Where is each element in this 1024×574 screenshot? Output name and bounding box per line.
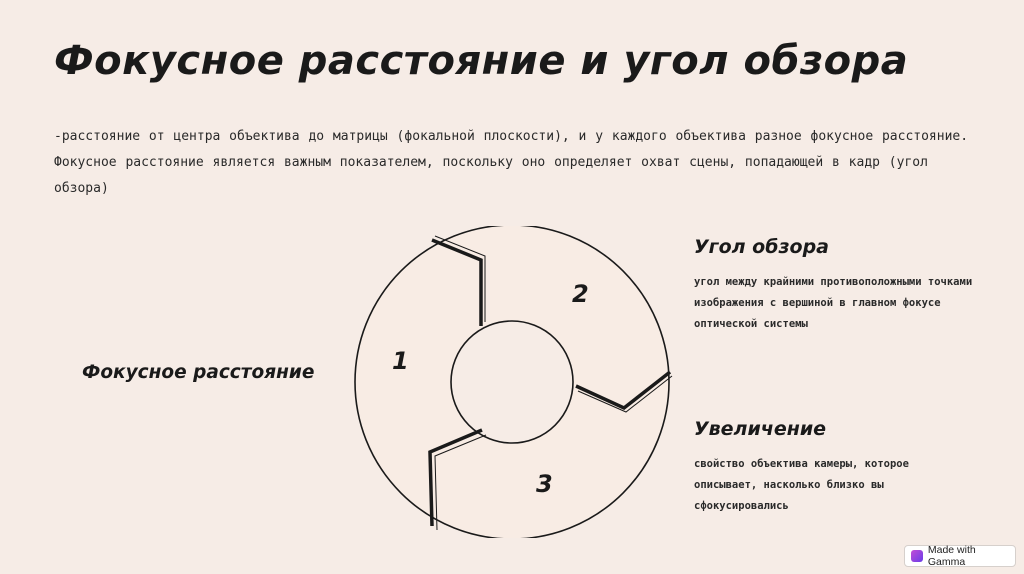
view-angle-text: угол между крайними противоположными точками изображения с вершиной в главном фокусе оптической системы [694,276,973,330]
focal-length-label: Фокусное расстояние [82,362,315,383]
made-with-gamma-badge[interactable] [904,545,1016,567]
segment-1-number: 1 [392,347,409,375]
cycle-diagram [350,226,674,538]
segment-2-number: 2 [572,280,589,308]
view-angle-heading: Угол обзора [694,236,829,258]
slide-title: Фокусное расстояние и угол обзора [54,38,909,84]
magnification-text: свойство объектива камеры, которое описывает, насколько близко вы сфокусировались [694,458,909,512]
badge-label: Made with Gamma [927,544,976,568]
inner-hole [451,321,573,443]
gamma-logo-icon [911,550,923,562]
cycle-diagram-svg [350,226,674,538]
magnification-heading: Увеличение [694,418,827,440]
segment-3-number: 3 [536,470,553,498]
intro-paragraph: -расстояние от центра объектива до матрицы (фокальной плоскости), и у каждого объектива разное фокусное расстояние. Фокусное расстояние является важным показателем, поскольку оно определяет охват сцены, попадающей в кадр (угол обзора) [54,129,969,196]
